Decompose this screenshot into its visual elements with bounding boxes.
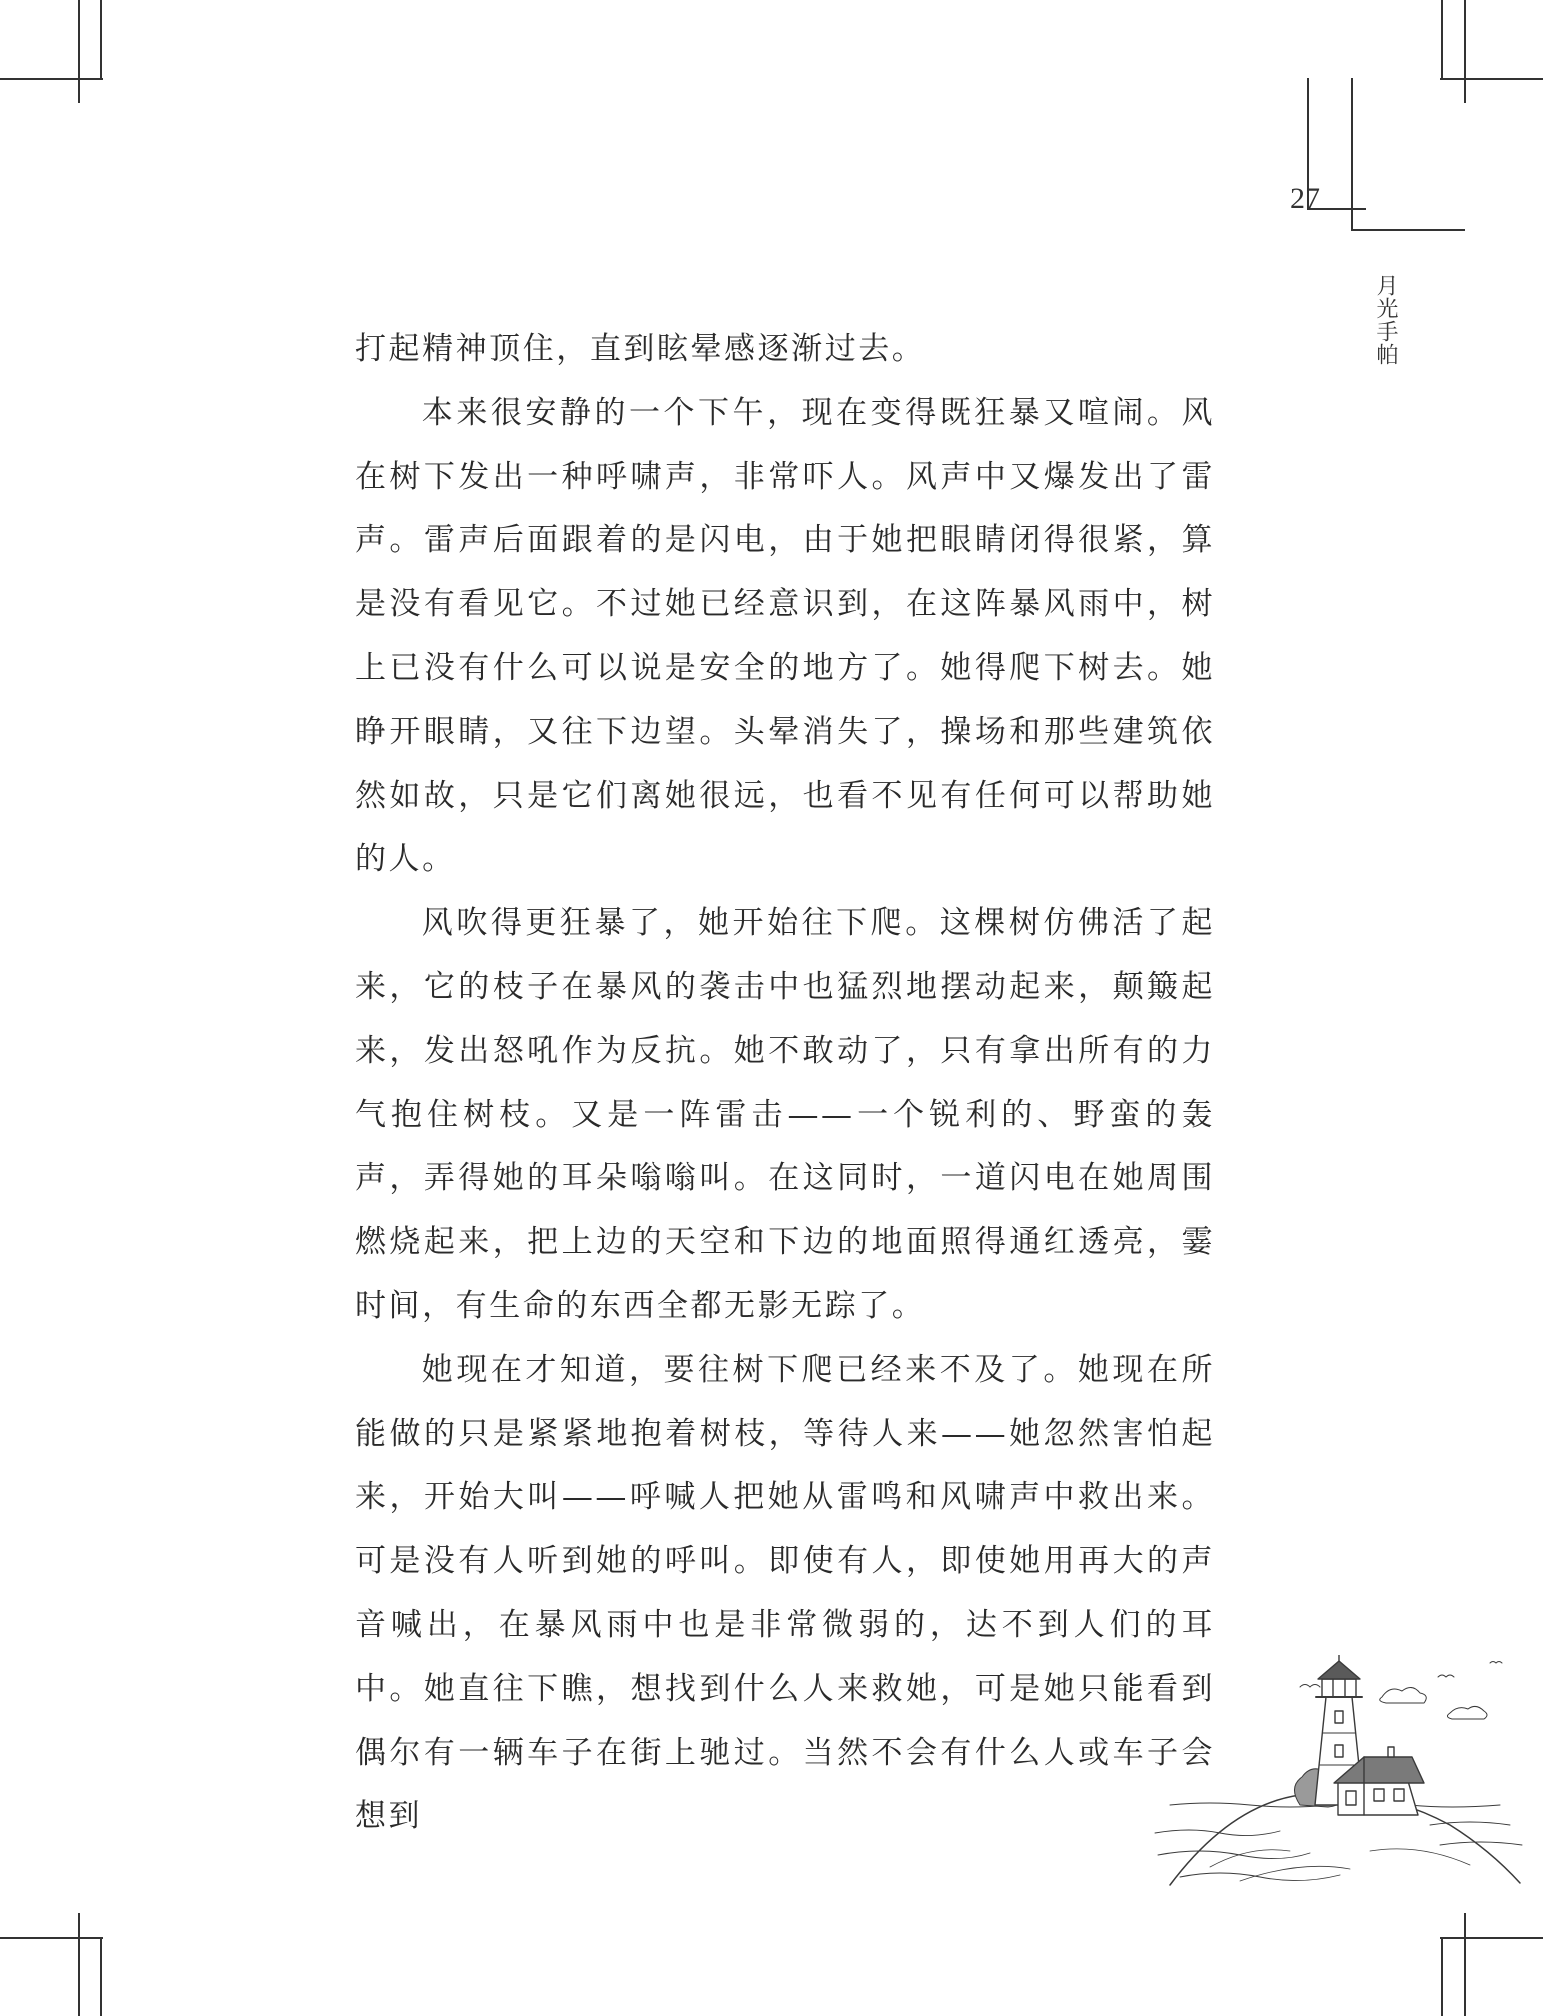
page-number: 27 xyxy=(1290,182,1320,215)
paragraph-3: 风吹得更狂暴了，她开始往下爬。这棵树仿佛活了起来，它的枝子在暴风的袭击中也猛烈地摆动起来，颠簸起来，发出怒吼作为反抗。她不敢动了，只有拿出所有的力气抱住树枝。又是一阵雷击——一个锐利的、野蛮的轰声，弄得她的耳朵嗡嗡叫。在这同时，一道闪电在她周围燃烧起来，把上边的天空和下边的地面照得通红透亮，霎时间，有生命的东西全都无影无踪了。 xyxy=(355,905,1215,1324)
running-title: 月光手帕 xyxy=(1373,274,1398,366)
paragraph-2: 本来很安静的一个下午，现在变得既狂暴又喧闹。风在树下发出一种呼啸声，非常吓人。风声中又爆发出了雷声。雷声后面跟着的是闪电，由于她把眼睛闭得很紧，算是没有看见它。不过她已经意识到，在这阵暴风雨中，树上已没有什么可以说是安全的地方了。她得爬下树去。她睁开眼睛，又往下边望。头晕消失了，操场和那些建筑依然如故，只是它们离她很远，也看不见有任何可以帮助她的人。 xyxy=(355,394,1215,878)
paragraph-1: 打起精神顶住，直到眩晕感逐渐过去。 xyxy=(355,331,926,367)
body-text xyxy=(355,318,1215,1849)
paragraph-4: 她现在才知道，要往树下爬已经来不及了。她现在所能做的只是紧紧地抱着树枝，等待人来——她忽然害怕起来，开始大叫——呼喊人把她从雷鸣和风啸声中救出来。可是没有人听到她的呼叫。即使有人，即使她用再大的声音喊出，在暴风雨中也是非常微弱的，达不到人们的耳中。她直往下瞧，想找到什么人来救她，可是她只能看到偶尔有一辆车子在街上驰过。当然不会有什么人或车子会想到 xyxy=(355,1351,1215,1835)
lighthouse-illustration xyxy=(1150,1655,1530,1905)
